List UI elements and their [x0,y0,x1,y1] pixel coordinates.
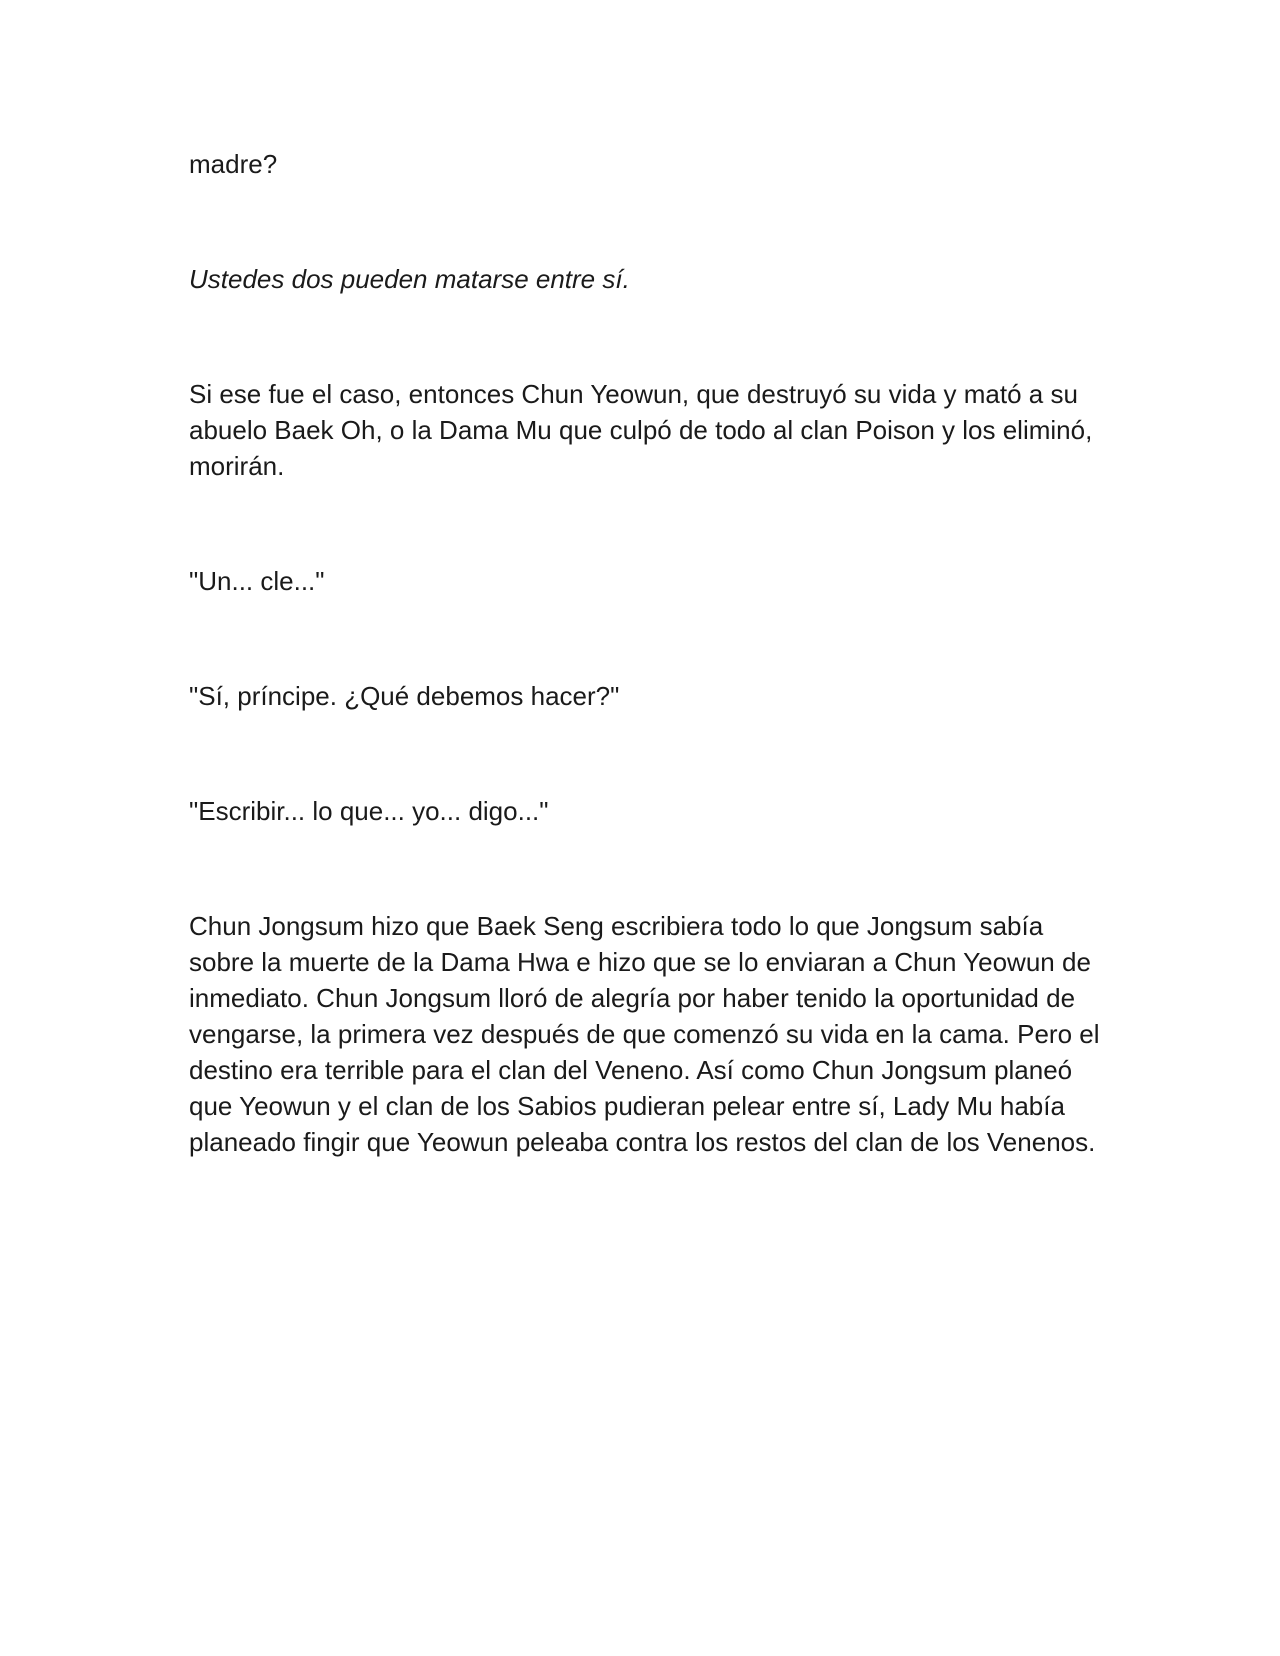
dialogue-line: "Sí, príncipe. ¿Qué debemos hacer?" [189,681,620,711]
paragraph-italic: Ustedes dos pueden matarse entre sí. [189,264,630,294]
paragraph: Si ese fue el caso, entonces Chun Yeowun, que destruyó su vida y mató a su abuelo Baek Oh, o la Dama Mu que culpó de todo al clan Poison y los eliminó, morirán. [189,379,1093,481]
document-body [189,146,1109,1160]
paragraph: Chun Jongsum hizo que Baek Seng escribiera todo lo que Jongsum sabía sobre la muerte de la Dama Hwa e hizo que se lo enviaran a Chun Yeowun de inmediato. Chun Jongsum lloró de alegría por haber tenido la oportunidad de vengarse, la primera vez después de que comenzó su vida en la cama. Pero el destino era terrible para el clan del Veneno. Así como Chun Jongsum planeó que Yeowun y el clan de los Sabios pudieran pelear entre sí, Lady Mu había planeado fingir que Yeowun peleaba contra los restos del clan de los Venenos. [189,911,1100,1157]
dialogue-line: "Un... cle..." [189,566,325,596]
dialogue-line: "Escribir... lo que... yo... digo..." [189,796,549,826]
paragraph: madre? [189,149,278,179]
